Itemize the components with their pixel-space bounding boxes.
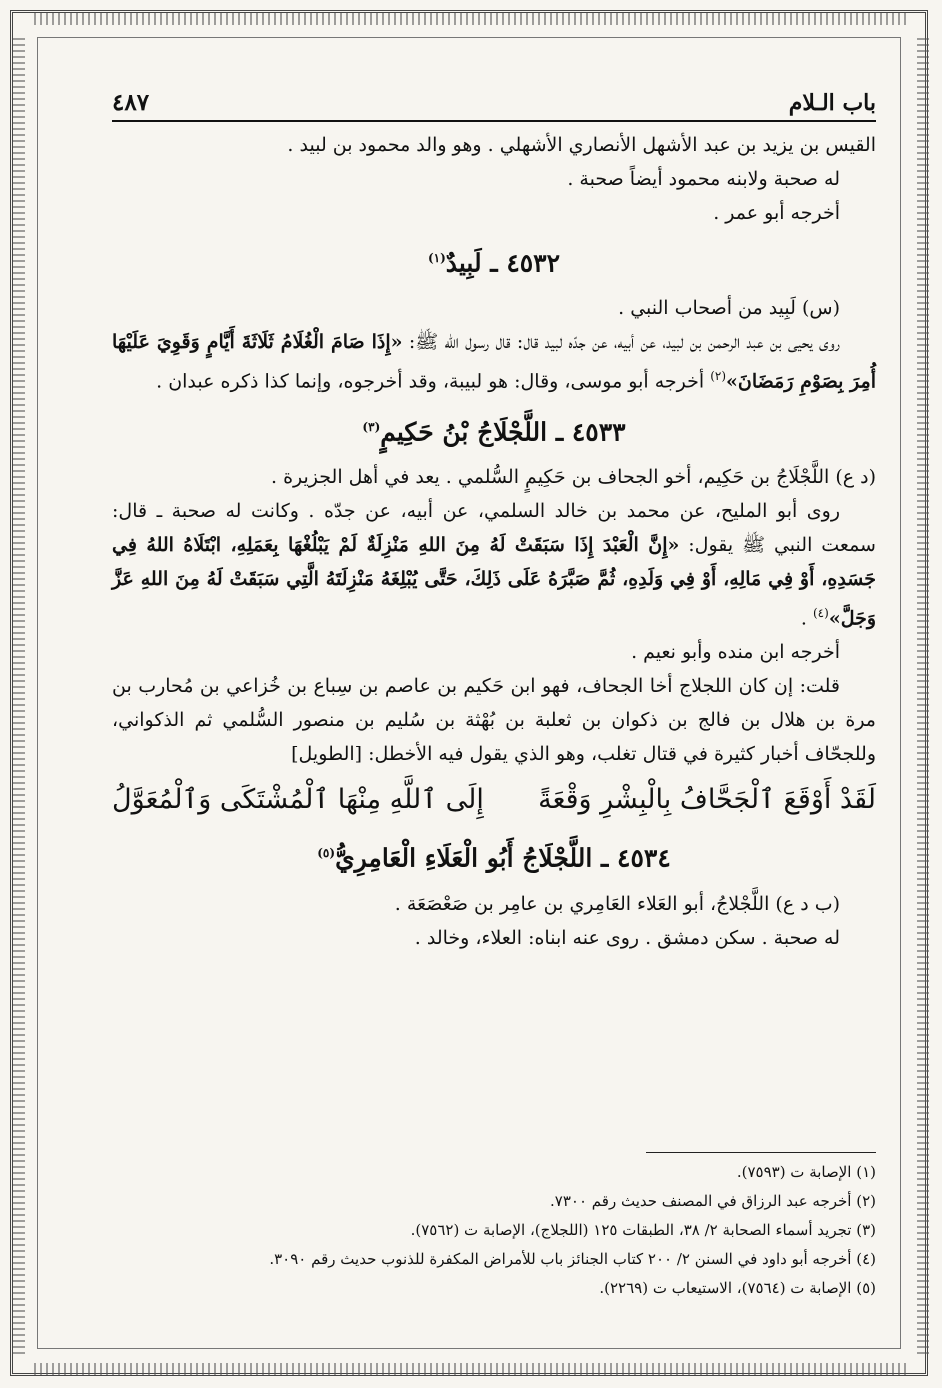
poem-first-hemistich: لَقَدْ أَوْقَعَ ٱلْجَحَّافُ بِالْبِشْرِ وَقْعَةً [538, 784, 876, 816]
footnote: (٥) الإصابة ت (٧٥٦٤)، الاستيعاب ت (٢٢٦٩). [599, 1279, 876, 1297]
text-run: . [800, 607, 813, 630]
hadith-quote: «إِنَّ الْعَبْدَ إِذَا سَبَقَتْ لَهُ مِنَ اللهِ مَنْزِلَةٌ لَمْ يَبْلُغْهَا بِعَمَلِهِ، ابْتَلَاهُ اللهُ فِي جَسَدِهِ، أَوْ فِي مَالِهِ، أَوْ فِي وَلَدِهِ، ثُمَّ صَبَّرَهُ عَلَى ذَلِكَ، حَتَّى يُبْلِغَهُ مَنْزِلَتَهُ الَّتِي سَبَقَتْ لَهُ مِنَ اللهِ عَزَّ وَجَلَّ» [112, 533, 876, 630]
paragraph: القيس بن يزيد بن عبد الأشهل الأنصاري الأشهلي . وهو والد محمود بن لبيد . [287, 134, 876, 156]
text-run: روى يحيى بن عبد الرحمن بن لبيد، عن أبيه، عن جدّه لبيد قال: قال رسول الله ﷺ: [402, 331, 840, 354]
footnote: (٢) أخرجه عبد الرزاق في المصنف حديث رقم ٧٣٠٠. [550, 1192, 876, 1210]
paragraph: له صحبة ولابنه محمود أيضاً صحبة . [567, 168, 840, 190]
footnote: (٣) تجريد أسماء الصحابة ٢/ ٣٨، الطبقات ١٢٥ (اللجلاج)، الإصابة ت (٧٥٦٢). [410, 1221, 876, 1239]
footnote-marker: (٢) [710, 369, 727, 384]
paragraph: أخرجه ابن منده وأبو نعيم . [631, 641, 840, 664]
footnote-divider [646, 1152, 876, 1153]
paragraph: (ب د ع) اللَّجْلاجُ، أبو العَلاء العَامِري بن عامِر بن صَعْصَعَة . [394, 892, 840, 915]
entry-heading [112, 405, 876, 454]
paragraph: (د ع) اللَّجْلَاجُ بن حَكِيم، أخو الجحاف بن حَكِيمٍ السُّلمي . يعد في أهل الجزيرة . [270, 465, 876, 488]
entry-heading [112, 236, 876, 285]
poem-verse [112, 775, 876, 825]
chapter-title: باب الـلام [788, 90, 876, 116]
poem-second-hemistich: إِلَى ٱللَّهِ مِنْهَا ٱلْمُشْتَكَى وَٱلْمُعَوَّلُ [112, 784, 484, 816]
entry-heading [112, 831, 876, 880]
paragraph [112, 494, 876, 635]
entry-heading-text: ٤٥٣٤ ـ اللَّجْلَاجُ أَبُو الْعَلَاءِ الْعَامِرِيُّ [335, 843, 671, 873]
page-header [112, 76, 876, 122]
page-body [112, 128, 876, 955]
footnote-marker: (١) [427, 251, 446, 265]
entry-heading-text: ٤٥٣٢ ـ لَبِيدٌ [445, 248, 561, 278]
paragraph: أخرجه أبو عمر . [713, 202, 840, 224]
footnotes [112, 1158, 876, 1303]
footnote-marker: (٥) [317, 846, 336, 861]
paragraph: له صحبة . سكن دمشق . روى عنه ابناه: العلاء، وخالد . [414, 926, 840, 949]
decorative-border-bottom [34, 1363, 908, 1375]
decorative-border-left [13, 34, 25, 1354]
paragraph: قلت: إن كان اللجلاج أخا الجحاف، فهو ابن حَكيم بن عاصم بن سِباع بن خُزاعي بن مُحارب بن مرة بن هلال بن فالج بن ذكوان بن ثعلبة بن بُهْثة بن سُليم بن منصور السُّلمي ثم الذكواني، وللجحّاف أخبار كثيرة في قتال تغلب، وهو الذي يقول فيه الأخطل: [الطويل] [112, 675, 876, 766]
footnote-marker: (٤) [812, 605, 829, 620]
footnote: (١) الإصابة ت (٧٥٩٣). [736, 1163, 876, 1181]
page-number: ٤٨٧ [112, 89, 150, 116]
paragraph: (س) لَبِيد من أصحاب النبي . [618, 297, 840, 320]
paragraph [112, 325, 876, 398]
text-run: أخرجه أبو موسى، وقال: هو لبيبة، وقد أخرجوه، وإنما كذا ذكره عبدان . [156, 370, 711, 393]
decorative-border-top [34, 13, 908, 25]
decorative-border-right [917, 34, 929, 1354]
footnote-marker: (٣) [362, 419, 381, 434]
hadith-quote: «إِذَا صَامَ الْغُلَامُ ثَلَاثَةَ أَيَّامٍ وَقَوِيَ عَلَيْهَا أُمِرَ بِصَوْمِ رَمَضَانَ» [112, 331, 876, 393]
entry-heading-text: ٤٥٣٣ ـ اللَّجْلَاجُ بْنُ حَكِيمٍ [380, 416, 626, 446]
text-run: روى أبو المليح، عن محمد بن خالد السلمي، عن أبيه، عن جدّه . وكانت له صحبة ـ قال: سمعت النبي ﷺ يقول: [112, 499, 876, 556]
footnote: (٤) أخرجه أبو داود في السنن ٢/ ٢٠٠ كتاب الجنائز باب للأمراض المكفرة للذنوب حديث رقم ٣٠٩٠. [269, 1250, 876, 1268]
